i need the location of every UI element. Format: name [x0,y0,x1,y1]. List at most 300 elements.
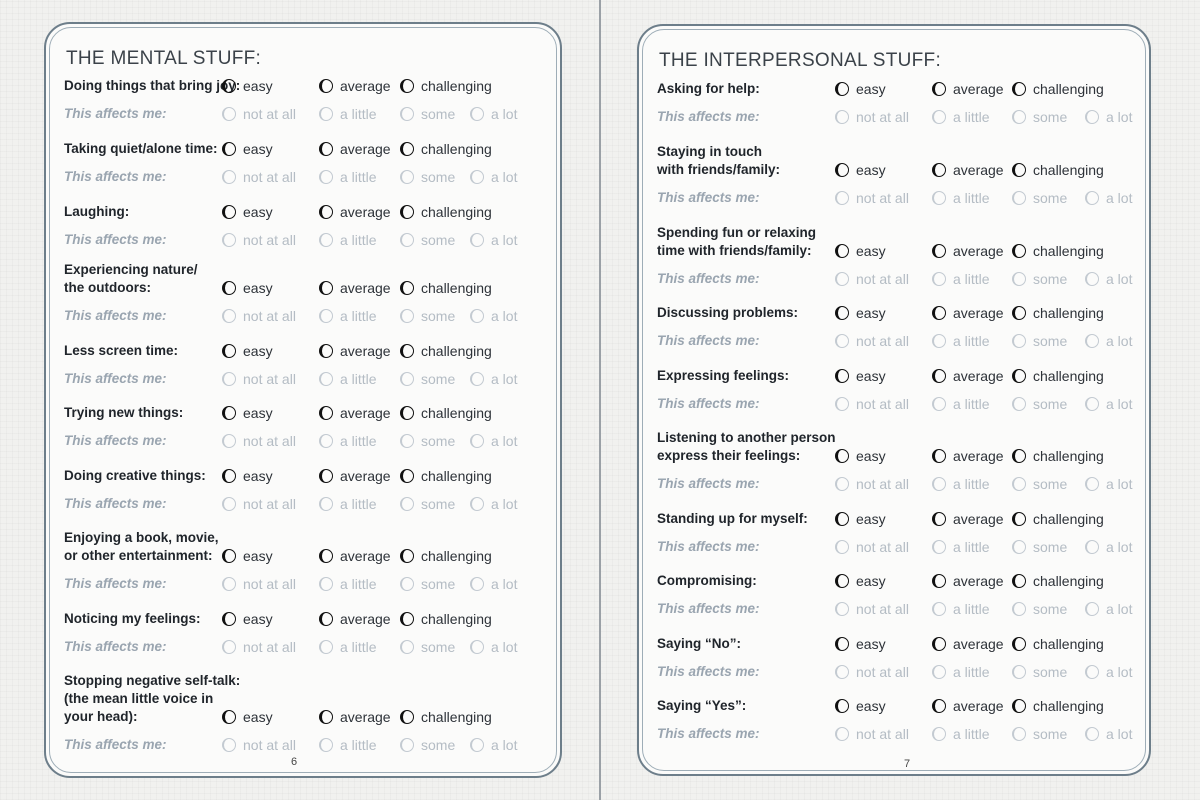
affects-option-some[interactable] [400,433,455,449]
radio-circle-icon[interactable] [932,449,946,463]
option-label: a lot [491,106,518,122]
radio-circle-icon[interactable] [1012,163,1026,177]
radio-circle-icon[interactable] [1085,665,1099,679]
radio-circle-icon[interactable] [1012,540,1026,554]
affects-option-a-little[interactable] [932,476,990,492]
affects-option-not-at-all[interactable] [222,169,296,185]
affects-option-a-little[interactable] [319,576,377,592]
radio-circle-icon[interactable] [1012,272,1026,286]
option-label: challenging [1033,698,1104,714]
radio-circle-icon[interactable] [932,306,946,320]
difficulty-option-average[interactable] [932,573,1004,589]
affects-option-a-lot[interactable] [1085,539,1132,555]
option-label: easy [243,141,273,157]
difficulty-option-average[interactable] [319,611,391,627]
difficulty-option-average[interactable] [932,511,1004,527]
difficulty-option-average[interactable] [319,204,391,220]
difficulty-option-challenging[interactable] [400,280,492,296]
radio-circle-icon[interactable] [319,372,333,386]
difficulty-option-challenging[interactable] [400,548,492,564]
difficulty-option-easy[interactable] [835,448,886,464]
radio-circle-icon[interactable] [932,574,946,588]
radio-circle-icon[interactable] [470,309,484,323]
difficulty-option-average[interactable] [932,368,1004,384]
difficulty-option-average[interactable] [932,81,1004,97]
radio-circle-icon[interactable] [222,434,236,448]
radio-circle-icon[interactable] [319,344,333,358]
radio-circle-icon[interactable] [932,272,946,286]
affects-option-some[interactable] [1012,271,1067,287]
radio-circle-icon[interactable] [835,110,849,124]
radio-circle-icon[interactable] [222,372,236,386]
affects-option-a-little[interactable] [932,271,990,287]
radio-circle-icon[interactable] [319,549,333,563]
difficulty-option-challenging[interactable] [400,78,492,94]
radio-circle-icon[interactable] [222,710,236,724]
affects-option-a-lot[interactable] [470,232,517,248]
difficulty-option-easy[interactable] [222,405,273,421]
radio-circle-icon[interactable] [222,79,236,93]
radio-circle-icon[interactable] [932,637,946,651]
radio-circle-icon[interactable] [1012,727,1026,741]
affects-option-some[interactable] [400,308,455,324]
affects-option-not-at-all[interactable] [835,333,909,349]
affects-option-a-little[interactable] [932,396,990,412]
difficulty-option-average[interactable] [319,468,391,484]
affects-option-not-at-all[interactable] [835,396,909,412]
radio-circle-icon[interactable] [932,512,946,526]
option-label: not at all [856,333,909,349]
affects-option-a-lot[interactable] [1085,109,1132,125]
radio-circle-icon[interactable] [835,306,849,320]
radio-circle-icon[interactable] [319,233,333,247]
affects-option-a-lot[interactable] [470,639,517,655]
radio-circle-icon[interactable] [932,397,946,411]
radio-circle-icon[interactable] [319,170,333,184]
difficulty-option-easy[interactable] [835,243,886,259]
affects-option-not-at-all[interactable] [222,232,296,248]
difficulty-option-challenging[interactable] [1012,698,1104,714]
affects-option-some[interactable] [400,576,455,592]
radio-circle-icon[interactable] [222,738,236,752]
affects-option-a-little[interactable] [319,371,377,387]
affects-label: This affects me: [64,576,167,591]
radio-circle-icon[interactable] [319,434,333,448]
radio-circle-icon[interactable] [835,244,849,258]
difficulty-option-challenging[interactable] [1012,162,1104,178]
radio-circle-icon[interactable] [835,602,849,616]
radio-circle-icon[interactable] [319,281,333,295]
radio-circle-icon[interactable] [222,233,236,247]
radio-circle-icon[interactable] [835,449,849,463]
affects-option-a-lot[interactable] [470,169,517,185]
difficulty-option-easy[interactable] [222,141,273,157]
affects-option-not-at-all[interactable] [835,601,909,617]
difficulty-option-challenging[interactable] [1012,81,1104,97]
option-label: a lot [1106,476,1133,492]
affects-option-not-at-all[interactable] [835,476,909,492]
affects-option-a-lot[interactable] [1085,601,1132,617]
affects-option-not-at-all[interactable] [835,664,909,680]
affects-option-a-lot[interactable] [470,106,517,122]
radio-circle-icon[interactable] [470,372,484,386]
affects-option-a-little[interactable] [319,496,377,512]
radio-circle-icon[interactable] [932,665,946,679]
radio-circle-icon[interactable] [400,205,414,219]
affects-option-a-lot[interactable] [470,433,517,449]
difficulty-option-average[interactable] [319,405,391,421]
difficulty-option-challenging[interactable] [400,405,492,421]
radio-circle-icon[interactable] [400,640,414,654]
affects-option-not-at-all[interactable] [835,271,909,287]
affects-option-a-lot[interactable] [470,737,517,753]
difficulty-option-easy[interactable] [222,78,273,94]
affects-option-not-at-all[interactable] [222,576,296,592]
difficulty-option-easy[interactable] [835,368,886,384]
radio-circle-icon[interactable] [932,163,946,177]
affects-option-some[interactable] [1012,190,1067,206]
radio-circle-icon[interactable] [400,434,414,448]
difficulty-option-easy[interactable] [222,204,273,220]
radio-circle-icon[interactable] [319,469,333,483]
affects-option-some[interactable] [400,496,455,512]
affects-option-not-at-all[interactable] [222,308,296,324]
affects-option-not-at-all[interactable] [835,539,909,555]
radio-circle-icon[interactable] [1085,397,1099,411]
radio-circle-icon[interactable] [1085,727,1099,741]
difficulty-option-challenging[interactable] [400,709,492,725]
difficulty-option-challenging[interactable] [400,611,492,627]
difficulty-option-easy[interactable] [835,698,886,714]
difficulty-option-average[interactable] [319,548,391,564]
radio-circle-icon[interactable] [319,497,333,511]
radio-circle-icon[interactable] [835,369,849,383]
affects-option-some[interactable] [1012,601,1067,617]
radio-circle-icon[interactable] [319,640,333,654]
difficulty-option-challenging[interactable] [1012,448,1104,464]
affects-option-a-lot[interactable] [1085,664,1132,680]
radio-circle-icon[interactable] [400,344,414,358]
radio-circle-icon[interactable] [1012,110,1026,124]
radio-circle-icon[interactable] [400,107,414,121]
option-label: some [1033,271,1068,287]
difficulty-option-average[interactable] [319,343,391,359]
radio-circle-icon[interactable] [932,334,946,348]
radio-circle-icon[interactable] [1012,512,1026,526]
difficulty-option-challenging[interactable] [1012,511,1104,527]
radio-circle-icon[interactable] [222,469,236,483]
radio-circle-icon[interactable] [470,497,484,511]
difficulty-option-challenging[interactable] [400,204,492,220]
difficulty-option-easy[interactable] [222,468,273,484]
affects-option-a-lot[interactable] [470,576,517,592]
radio-circle-icon[interactable] [835,82,849,96]
radio-circle-icon[interactable] [470,738,484,752]
option-label: easy [856,243,886,259]
affects-option-not-at-all[interactable] [835,109,909,125]
affects-option-a-lot[interactable] [1085,333,1132,349]
radio-circle-icon[interactable] [319,309,333,323]
radio-circle-icon[interactable] [835,477,849,491]
option-label: easy [243,78,273,94]
affects-row-expressing-feelings [639,395,1149,415]
option-label: a lot [1106,396,1133,412]
option-label: a lot [491,169,518,185]
affects-option-some[interactable] [400,169,455,185]
difficulty-option-average[interactable] [932,243,1004,259]
difficulty-option-easy[interactable] [835,511,886,527]
affects-option-not-at-all[interactable] [835,190,909,206]
affects-option-not-at-all[interactable] [222,371,296,387]
difficulty-option-easy[interactable] [222,709,273,725]
radio-circle-icon[interactable] [470,233,484,247]
radio-circle-icon[interactable] [835,334,849,348]
affects-option-some[interactable] [1012,109,1067,125]
affects-option-a-little[interactable] [932,664,990,680]
affects-option-some[interactable] [400,106,455,122]
affects-option-some[interactable] [1012,539,1067,555]
difficulty-option-average[interactable] [932,305,1004,321]
difficulty-option-challenging[interactable] [400,141,492,157]
affects-option-a-little[interactable] [932,601,990,617]
radio-circle-icon[interactable] [319,79,333,93]
difficulty-option-easy[interactable] [222,280,273,296]
affects-option-some[interactable] [1012,396,1067,412]
radio-circle-icon[interactable] [470,170,484,184]
radio-circle-icon[interactable] [400,406,414,420]
affects-option-some[interactable] [400,639,455,655]
affects-option-not-at-all[interactable] [222,106,296,122]
difficulty-option-average[interactable] [319,141,391,157]
radio-circle-icon[interactable] [932,82,946,96]
difficulty-option-challenging[interactable] [1012,305,1104,321]
affects-option-some[interactable] [400,232,455,248]
affects-option-a-little[interactable] [932,539,990,555]
radio-circle-icon[interactable] [319,612,333,626]
radio-circle-icon[interactable] [932,191,946,205]
difficulty-option-challenging[interactable] [1012,636,1104,652]
difficulty-option-easy[interactable] [222,611,273,627]
radio-circle-icon[interactable] [222,497,236,511]
affects-option-some[interactable] [400,737,455,753]
radio-circle-icon[interactable] [319,406,333,420]
radio-circle-icon[interactable] [400,309,414,323]
radio-circle-icon[interactable] [400,577,414,591]
radio-circle-icon[interactable] [1012,191,1026,205]
radio-circle-icon[interactable] [835,191,849,205]
radio-circle-icon[interactable] [1085,477,1099,491]
radio-circle-icon[interactable] [400,549,414,563]
difficulty-option-challenging[interactable] [1012,573,1104,589]
radio-circle-icon[interactable] [222,640,236,654]
radio-circle-icon[interactable] [932,727,946,741]
radio-circle-icon[interactable] [1085,540,1099,554]
affects-option-a-little[interactable] [319,232,377,248]
radio-circle-icon[interactable] [319,107,333,121]
affects-option-a-lot[interactable] [470,308,517,324]
radio-circle-icon[interactable] [1012,477,1026,491]
radio-circle-icon[interactable] [1012,334,1026,348]
radio-circle-icon[interactable] [835,637,849,651]
question-row-laughing [46,203,560,223]
affects-option-not-at-all[interactable] [222,496,296,512]
affects-option-a-little[interactable] [932,726,990,742]
radio-circle-icon[interactable] [1012,699,1026,713]
affects-option-a-little[interactable] [932,333,990,349]
difficulty-option-average[interactable] [319,78,391,94]
radio-circle-icon[interactable] [835,665,849,679]
radio-circle-icon[interactable] [400,281,414,295]
radio-circle-icon[interactable] [1012,82,1026,96]
radio-circle-icon[interactable] [222,549,236,563]
affects-option-a-lot[interactable] [1085,726,1132,742]
radio-circle-icon[interactable] [319,142,333,156]
radio-circle-icon[interactable] [400,233,414,247]
radio-circle-icon[interactable] [319,738,333,752]
radio-circle-icon[interactable] [222,309,236,323]
radio-circle-icon[interactable] [932,602,946,616]
affects-option-a-lot[interactable] [1085,476,1132,492]
radio-circle-icon[interactable] [932,699,946,713]
option-label: not at all [243,308,296,324]
radio-circle-icon[interactable] [1012,602,1026,616]
radio-circle-icon[interactable] [222,344,236,358]
radio-circle-icon[interactable] [400,469,414,483]
radio-circle-icon[interactable] [470,434,484,448]
affects-option-a-little[interactable] [932,190,990,206]
radio-circle-icon[interactable] [400,612,414,626]
radio-circle-icon[interactable] [470,577,484,591]
affects-option-a-little[interactable] [319,169,377,185]
affects-option-a-little[interactable] [932,109,990,125]
radio-circle-icon[interactable] [835,540,849,554]
radio-circle-icon[interactable] [835,512,849,526]
difficulty-option-average[interactable] [932,448,1004,464]
radio-circle-icon[interactable] [222,170,236,184]
affects-option-a-little[interactable] [319,433,377,449]
radio-circle-icon[interactable] [1085,334,1099,348]
difficulty-option-easy[interactable] [835,305,886,321]
radio-circle-icon[interactable] [1085,191,1099,205]
affects-option-a-lot[interactable] [470,371,517,387]
radio-circle-icon[interactable] [400,142,414,156]
radio-circle-icon[interactable] [1012,306,1026,320]
radio-circle-icon[interactable] [222,107,236,121]
radio-circle-icon[interactable] [319,710,333,724]
difficulty-option-challenging[interactable] [1012,368,1104,384]
radio-circle-icon[interactable] [470,640,484,654]
option-label: a little [953,190,990,206]
difficulty-option-easy[interactable] [835,636,886,652]
radio-circle-icon[interactable] [835,272,849,286]
radio-circle-icon[interactable] [400,710,414,724]
affects-option-a-lot[interactable] [1085,190,1132,206]
difficulty-option-challenging[interactable] [400,343,492,359]
radio-circle-icon[interactable] [1085,272,1099,286]
radio-circle-icon[interactable] [319,577,333,591]
radio-circle-icon[interactable] [1085,602,1099,616]
radio-circle-icon[interactable] [400,738,414,752]
radio-circle-icon[interactable] [1012,449,1026,463]
affects-option-a-little[interactable] [319,308,377,324]
radio-circle-icon[interactable] [400,170,414,184]
affects-option-some[interactable] [400,371,455,387]
radio-circle-icon[interactable] [470,107,484,121]
radio-circle-icon[interactable] [1012,244,1026,258]
affects-option-a-little[interactable] [319,106,377,122]
affects-option-a-lot[interactable] [470,496,517,512]
radio-circle-icon[interactable] [222,406,236,420]
option-label: some [421,232,456,248]
difficulty-option-easy[interactable] [835,162,886,178]
difficulty-option-challenging[interactable] [400,468,492,484]
radio-circle-icon[interactable] [400,79,414,93]
affects-option-some[interactable] [1012,333,1067,349]
difficulty-option-easy[interactable] [835,81,886,97]
radio-circle-icon[interactable] [835,397,849,411]
radio-circle-icon[interactable] [1012,369,1026,383]
affects-option-not-at-all[interactable] [222,639,296,655]
difficulty-option-easy[interactable] [222,548,273,564]
affects-row-trying-new-things [46,432,560,452]
radio-circle-icon[interactable] [835,699,849,713]
affects-option-some[interactable] [1012,476,1067,492]
radio-circle-icon[interactable] [835,727,849,741]
affects-option-a-lot[interactable] [1085,396,1132,412]
radio-circle-icon[interactable] [1012,574,1026,588]
difficulty-option-average[interactable] [932,636,1004,652]
radio-circle-icon[interactable] [1012,665,1026,679]
radio-circle-icon[interactable] [932,477,946,491]
radio-circle-icon[interactable] [400,372,414,386]
affects-option-not-at-all[interactable] [835,726,909,742]
radio-circle-icon[interactable] [222,577,236,591]
affects-option-a-little[interactable] [319,639,377,655]
affects-option-not-at-all[interactable] [222,433,296,449]
radio-circle-icon[interactable] [932,110,946,124]
radio-circle-icon[interactable] [1085,110,1099,124]
option-label: not at all [243,106,296,122]
option-label: easy [856,81,886,97]
difficulty-option-easy[interactable] [835,573,886,589]
affects-option-a-lot[interactable] [1085,271,1132,287]
radio-circle-icon[interactable] [932,540,946,554]
radio-circle-icon[interactable] [1012,397,1026,411]
difficulty-option-average[interactable] [932,698,1004,714]
radio-circle-icon[interactable] [222,281,236,295]
radio-circle-icon[interactable] [835,574,849,588]
difficulty-option-average[interactable] [932,162,1004,178]
affects-option-a-little[interactable] [319,737,377,753]
affects-option-not-at-all[interactable] [222,737,296,753]
radio-circle-icon[interactable] [222,205,236,219]
option-label: a little [953,109,990,125]
radio-circle-icon[interactable] [932,369,946,383]
difficulty-option-easy[interactable] [222,343,273,359]
radio-circle-icon[interactable] [400,497,414,511]
affects-option-some[interactable] [1012,664,1067,680]
difficulty-option-average[interactable] [319,280,391,296]
affects-option-some[interactable] [1012,726,1067,742]
radio-circle-icon[interactable] [222,142,236,156]
radio-circle-icon[interactable] [932,244,946,258]
radio-circle-icon[interactable] [319,205,333,219]
difficulty-option-average[interactable] [319,709,391,725]
radio-circle-icon[interactable] [1012,637,1026,651]
radio-circle-icon[interactable] [835,163,849,177]
difficulty-option-challenging[interactable] [1012,243,1104,259]
radio-circle-icon[interactable] [222,612,236,626]
